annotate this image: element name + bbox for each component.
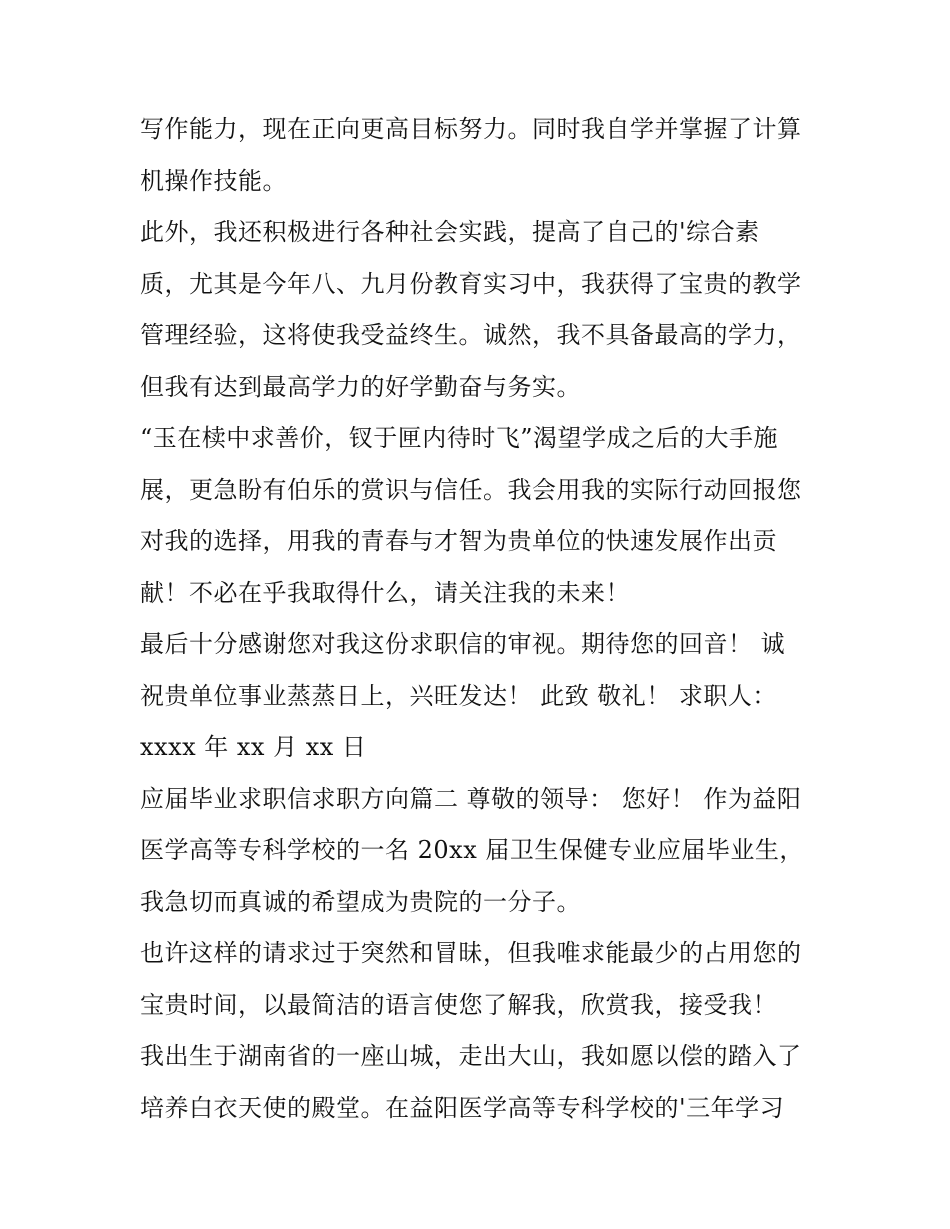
letter-body	[140, 104, 830, 1134]
text-line: 对我的选择，用我的青春与才智为贵单位的快速发展作出贡	[140, 527, 777, 555]
text-line: 献！不必在乎我取得什么，请关注我的未来！	[140, 578, 630, 607]
text-line: 写作能力，现在正向更高目标努力。同时我自学并掌握了计算	[140, 115, 802, 143]
section-heading-line: 应届毕业求职信求职方向篇二 尊敬的领导： 您好！ 作为益阳	[140, 784, 802, 813]
text-line: 医学高等专科学校的一名 20xx 届卫生保健专业应届毕业生，	[140, 836, 804, 864]
text-line: 此外，我还积极进行各种社会实践，提高了自己的'综合素	[140, 218, 760, 246]
text-line: 质，尤其是今年八、九月份教育实习中，我获得了宝贵的教学	[140, 269, 802, 298]
text-line: 宝贵时间，以最简洁的语言使您了解我，欣赏我，接受我！	[140, 990, 777, 1019]
text-line: 最后十分感谢您对我这份求职信的审视。期待您的回音！ 诚	[140, 630, 786, 658]
text-line: 祝贵单位事业蒸蒸日上，兴旺发达！ 此致 敬礼！ 求职人：	[140, 681, 777, 710]
text-line: 也许这样的请求过于突然和冒昧，但我唯求能最少的占用您的	[140, 939, 802, 967]
text-line: 我急切而真诚的希望成为贵院的一分子。	[140, 887, 581, 916]
text-line: 但我有达到最高学力的好学勤奋与务实。	[140, 372, 581, 401]
date-line: xxxx 年 xx 月 xx 日	[140, 733, 367, 761]
text-line: 机操作技能。	[140, 166, 287, 195]
text-line: 我出生于湖南省的一座山城，走出大山，我如愿以偿的踏入了	[140, 1042, 802, 1070]
text-line: 展，更急盼有伯乐的赏识与信任。我会用我的实际行动回报您	[140, 475, 802, 504]
text-line: 培养白衣天使的殿堂。在益阳医学高等专科学校的'三年学习	[140, 1093, 785, 1122]
text-line: 管理经验，这将使我受益终生。诚然，我不具备最高的学力，	[140, 321, 802, 349]
text-line: “玉在椟中求善价，钗于匣内待时飞”渴望学成之后的大手施	[140, 424, 779, 452]
